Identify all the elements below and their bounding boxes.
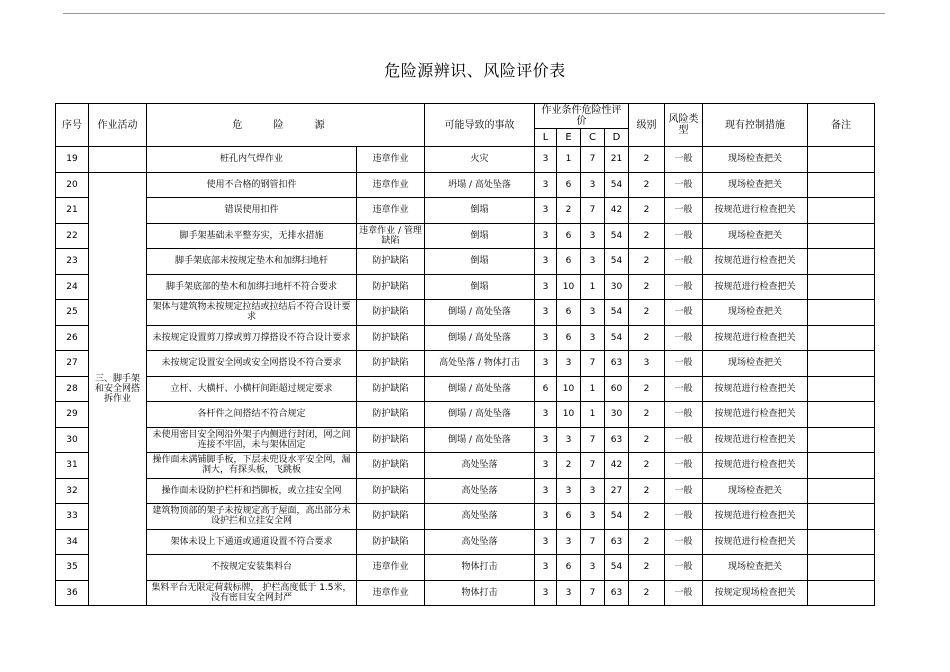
row-level: 2	[629, 529, 665, 555]
row-hazard: 架体未设上下通道或通道设置不符合要求	[147, 529, 357, 555]
row-category: 防护缺陷	[357, 453, 425, 479]
row-risk-type: 一般	[665, 249, 703, 275]
row-category: 违章作业	[357, 580, 425, 606]
row-hazard: 不按规定安装集料台	[147, 555, 357, 581]
row-control: 现场检查把关	[703, 300, 808, 326]
row-risk-type: 一般	[665, 427, 703, 453]
row-hazard: 脚手架底部的垫木和加绑扫地杆不符合要求	[147, 274, 357, 300]
row-L: 3	[535, 172, 557, 198]
row-D: 30	[605, 402, 629, 428]
table-row	[56, 325, 875, 351]
row-hazard: 集料平台无限定荷载标牌， 护栏高度低于 1.5米，没有密目安全网封严	[147, 580, 357, 606]
table-row	[56, 427, 875, 453]
table-row	[56, 147, 875, 173]
table-row	[56, 478, 875, 504]
row-number: 23	[56, 249, 89, 275]
row-D: 63	[605, 427, 629, 453]
row-number: 30	[56, 427, 89, 453]
row-level: 2	[629, 376, 665, 402]
row-D: 54	[605, 223, 629, 249]
row-number: 20	[56, 172, 89, 198]
row-D: 54	[605, 300, 629, 326]
row-number: 25	[56, 300, 89, 326]
table-row	[56, 249, 875, 275]
row-C: 3	[581, 223, 605, 249]
row-category: 防护缺陷	[357, 274, 425, 300]
row-category: 防护缺陷	[357, 249, 425, 275]
row-level: 3	[629, 351, 665, 377]
row-C: 3	[581, 478, 605, 504]
row-control: 按规范进行检查把关	[703, 249, 808, 275]
row-E: 6	[557, 555, 581, 581]
row-hazard: 架体与建筑物未按规定拉结或拉结后不符合设计要求	[147, 300, 357, 326]
top-rule	[63, 13, 885, 14]
row-accident: 倒塌	[425, 198, 535, 224]
row-level: 2	[629, 555, 665, 581]
row-E: 2	[557, 198, 581, 224]
row-D: 27	[605, 478, 629, 504]
table-row	[56, 504, 875, 530]
row-control: 按规范进行检查把关	[703, 504, 808, 530]
row-accident: 物体打击	[425, 580, 535, 606]
row-risk-type: 一般	[665, 504, 703, 530]
row-L: 3	[535, 504, 557, 530]
header-control: 现有控制措施	[703, 104, 808, 147]
row-risk-type: 一般	[665, 300, 703, 326]
row-C: 3	[581, 300, 605, 326]
header-risk-type: 风险类型	[665, 104, 703, 147]
row-level: 2	[629, 504, 665, 530]
row-level: 2	[629, 223, 665, 249]
row-number: 33	[56, 504, 89, 530]
row-D: 21	[605, 147, 629, 173]
row-hazard: 未按规定设置安全网或安全网搭设不符合要求	[147, 351, 357, 377]
table-body	[56, 147, 875, 606]
table-row	[56, 402, 875, 428]
row-accident: 物体打击	[425, 555, 535, 581]
row-category: 防护缺陷	[357, 351, 425, 377]
row-hazard: 使用不合格的钢管扣件	[147, 172, 357, 198]
row-remark	[808, 555, 875, 581]
row-level: 2	[629, 274, 665, 300]
row-number: 24	[56, 274, 89, 300]
row-E: 6	[557, 172, 581, 198]
row-C: 7	[581, 427, 605, 453]
row-hazard: 各杆件之间搭结不符合规定	[147, 402, 357, 428]
row-risk-type: 一般	[665, 376, 703, 402]
row-category: 防护缺陷	[357, 504, 425, 530]
header-remark: 备注	[808, 104, 875, 147]
row-remark	[808, 249, 875, 275]
row-accident: 倒塌	[425, 223, 535, 249]
row-control: 现场检查把关	[703, 147, 808, 173]
row-number: 28	[56, 376, 89, 402]
row-accident: 倒塌 / 高处坠落	[425, 325, 535, 351]
row-activity	[89, 147, 147, 173]
row-L: 3	[535, 223, 557, 249]
row-remark	[808, 351, 875, 377]
row-category: 违章作业	[357, 555, 425, 581]
row-E: 6	[557, 300, 581, 326]
row-category: 违章作业	[357, 198, 425, 224]
row-level: 2	[629, 402, 665, 428]
header-activity: 作业活动	[89, 104, 147, 147]
row-D: 60	[605, 376, 629, 402]
row-remark	[808, 172, 875, 198]
table-row	[56, 580, 875, 606]
row-level: 2	[629, 427, 665, 453]
row-number: 21	[56, 198, 89, 224]
row-category: 防护缺陷	[357, 427, 425, 453]
row-control: 现场检查把关	[703, 223, 808, 249]
row-level: 2	[629, 325, 665, 351]
row-L: 3	[535, 198, 557, 224]
row-hazard: 操作面未满铺脚手板，下层未兜设水平安全网，漏洞大，有探头板，飞跳板	[147, 453, 357, 479]
row-risk-type: 一般	[665, 402, 703, 428]
row-level: 2	[629, 172, 665, 198]
row-L: 3	[535, 351, 557, 377]
row-control: 按规范进行检查把关	[703, 376, 808, 402]
row-L: 3	[535, 453, 557, 479]
row-risk-type: 一般	[665, 351, 703, 377]
row-control: 现场检查把关	[703, 351, 808, 377]
row-hazard: 脚手架底部未按规定垫木和加绑扫地杆	[147, 249, 357, 275]
table-row	[56, 453, 875, 479]
row-C: 7	[581, 351, 605, 377]
row-L: 3	[535, 300, 557, 326]
group-activity: 三、脚手架和安全网搭拆作业	[89, 172, 147, 606]
row-D: 63	[605, 351, 629, 377]
table-row	[56, 555, 875, 581]
row-risk-type: 一般	[665, 580, 703, 606]
row-D: 42	[605, 453, 629, 479]
row-number: 26	[56, 325, 89, 351]
row-number: 36	[56, 580, 89, 606]
row-D: 63	[605, 529, 629, 555]
row-C: 7	[581, 453, 605, 479]
table-row	[56, 376, 875, 402]
row-L: 3	[535, 274, 557, 300]
row-remark	[808, 147, 875, 173]
row-number: 27	[56, 351, 89, 377]
row-C: 3	[581, 172, 605, 198]
row-risk-type: 一般	[665, 555, 703, 581]
table-row	[56, 198, 875, 224]
row-number: 34	[56, 529, 89, 555]
row-D: 63	[605, 580, 629, 606]
row-remark	[808, 402, 875, 428]
row-hazard: 建筑物顶部的架子未按规定高于屋面，高出部分未设护拦和立挂安全网	[147, 504, 357, 530]
row-category: 防护缺陷	[357, 300, 425, 326]
row-risk-type: 一般	[665, 172, 703, 198]
row-remark	[808, 376, 875, 402]
row-category: 违章作业	[357, 172, 425, 198]
row-risk-type: 一般	[665, 198, 703, 224]
row-E: 3	[557, 427, 581, 453]
row-D: 30	[605, 274, 629, 300]
row-C: 1	[581, 402, 605, 428]
row-remark	[808, 427, 875, 453]
row-control: 按规范进行检查把关	[703, 325, 808, 351]
row-risk-type: 一般	[665, 529, 703, 555]
table-header	[56, 104, 875, 147]
row-accident: 倒塌 / 高处坠落	[425, 402, 535, 428]
row-risk-type: 一般	[665, 147, 703, 173]
row-level: 2	[629, 453, 665, 479]
row-category: 防护缺陷	[357, 478, 425, 504]
row-hazard: 未按规定设置剪刀撑或剪刀撑搭设不符合设计要求	[147, 325, 357, 351]
row-hazard: 未使用密目安全网沿外架子内侧进行封闭，网之间连接不牢固，未与架体固定	[147, 427, 357, 453]
row-risk-type: 一般	[665, 325, 703, 351]
row-level: 2	[629, 300, 665, 326]
row-risk-type: 一般	[665, 453, 703, 479]
row-number: 29	[56, 402, 89, 428]
row-accident: 火灾	[425, 147, 535, 173]
row-risk-type: 一般	[665, 478, 703, 504]
row-level: 2	[629, 478, 665, 504]
header-seq: 序号	[56, 104, 89, 147]
row-hazard: 错误使用扣件	[147, 198, 357, 224]
row-control: 按规定现场检查把关	[703, 580, 808, 606]
row-category: 违章作业 / 管理缺陷	[357, 223, 425, 249]
row-control: 按规范进行检查把关	[703, 198, 808, 224]
row-L: 3	[535, 427, 557, 453]
row-control: 按规范进行检查把关	[703, 427, 808, 453]
row-L: 3	[535, 249, 557, 275]
row-remark	[808, 223, 875, 249]
row-level: 2	[629, 198, 665, 224]
row-E: 3	[557, 529, 581, 555]
row-hazard: 脚手架基础未平整夯实，无排水措施	[147, 223, 357, 249]
row-D: 54	[605, 172, 629, 198]
row-L: 3	[535, 555, 557, 581]
page-title: 危险源辨识、风险评价表	[384, 61, 566, 80]
table-row	[56, 172, 875, 198]
row-C: 7	[581, 198, 605, 224]
row-risk-type: 一般	[665, 223, 703, 249]
row-D: 54	[605, 325, 629, 351]
row-control: 按规范进行检查把关	[703, 274, 808, 300]
row-L: 6	[535, 376, 557, 402]
row-E: 10	[557, 274, 581, 300]
row-remark	[808, 300, 875, 326]
row-control: 按规范进行检查把关	[703, 453, 808, 479]
row-accident: 高处坠落	[425, 504, 535, 530]
row-E: 10	[557, 376, 581, 402]
row-remark	[808, 325, 875, 351]
row-E: 6	[557, 223, 581, 249]
row-C: 7	[581, 580, 605, 606]
header-hazard-source-text: 危 险 源	[232, 119, 339, 131]
row-E: 6	[557, 325, 581, 351]
header-L: L	[535, 129, 557, 147]
row-remark	[808, 453, 875, 479]
row-accident: 高处坠落 / 物体打击	[425, 351, 535, 377]
row-accident: 高处坠落	[425, 478, 535, 504]
row-E: 3	[557, 351, 581, 377]
header-C: C	[581, 129, 605, 147]
table-row	[56, 274, 875, 300]
row-remark	[808, 274, 875, 300]
row-D: 42	[605, 198, 629, 224]
row-remark	[808, 580, 875, 606]
row-E: 10	[557, 402, 581, 428]
row-accident: 倒塌 / 高处坠落	[425, 376, 535, 402]
row-E: 6	[557, 504, 581, 530]
row-category: 防护缺陷	[357, 402, 425, 428]
table-row	[56, 529, 875, 555]
row-C: 7	[581, 529, 605, 555]
row-E: 1	[557, 147, 581, 173]
row-category: 防护缺陷	[357, 529, 425, 555]
row-L: 3	[535, 147, 557, 173]
row-D: 54	[605, 504, 629, 530]
row-L: 3	[535, 478, 557, 504]
row-category: 违章作业	[357, 147, 425, 173]
row-L: 3	[535, 402, 557, 428]
row-L: 3	[535, 529, 557, 555]
row-control: 现场检查把关	[703, 478, 808, 504]
row-control: 现场检查把关	[703, 172, 808, 198]
row-C: 1	[581, 376, 605, 402]
table-row	[56, 351, 875, 377]
row-control: 现场检查把关	[703, 555, 808, 581]
row-E: 2	[557, 453, 581, 479]
row-L: 3	[535, 580, 557, 606]
header-condition-eval: 作业条件危险性评价	[535, 104, 629, 129]
row-hazard: 桩孔内气焊作业	[147, 147, 357, 173]
row-E: 3	[557, 478, 581, 504]
header-level: 级别	[629, 104, 665, 147]
table-row	[56, 223, 875, 249]
row-remark	[808, 198, 875, 224]
row-category: 防护缺陷	[357, 325, 425, 351]
row-remark	[808, 478, 875, 504]
row-accident: 倒塌 / 高处坠落	[425, 300, 535, 326]
row-category: 防护缺陷	[357, 376, 425, 402]
row-remark	[808, 529, 875, 555]
row-risk-type: 一般	[665, 274, 703, 300]
row-C: 3	[581, 249, 605, 275]
row-D: 54	[605, 555, 629, 581]
row-accident: 倒塌 / 高处坠落	[425, 427, 535, 453]
row-C: 7	[581, 147, 605, 173]
header-D: D	[605, 129, 629, 147]
row-L: 3	[535, 325, 557, 351]
row-remark	[808, 504, 875, 530]
row-C: 3	[581, 325, 605, 351]
row-accident: 倒塌	[425, 274, 535, 300]
table-row	[56, 300, 875, 326]
row-accident: 倒塌	[425, 249, 535, 275]
row-D: 54	[605, 249, 629, 275]
row-hazard: 立杆、大横杆、小横杆间距超过规定要求	[147, 376, 357, 402]
row-level: 2	[629, 249, 665, 275]
row-E: 6	[557, 249, 581, 275]
row-C: 1	[581, 274, 605, 300]
row-accident: 高处坠落	[425, 529, 535, 555]
row-number: 35	[56, 555, 89, 581]
row-control: 按规范进行检查把关	[703, 402, 808, 428]
row-C: 3	[581, 555, 605, 581]
header-accident: 可能导致的事故	[425, 104, 535, 147]
row-accident: 高处坠落	[425, 453, 535, 479]
row-E: 3	[557, 580, 581, 606]
row-number: 31	[56, 453, 89, 479]
row-number: 22	[56, 223, 89, 249]
row-C: 3	[581, 504, 605, 530]
row-number: 32	[56, 478, 89, 504]
row-control: 按规范进行检查把关	[703, 529, 808, 555]
row-number: 19	[56, 147, 89, 173]
header-E: E	[557, 129, 581, 147]
row-hazard: 操作面未设防护栏杆和挡脚板，或立挂安全网	[147, 478, 357, 504]
risk-assessment-table	[55, 103, 875, 606]
row-level: 2	[629, 580, 665, 606]
header-hazard-source	[147, 104, 425, 147]
row-level: 2	[629, 147, 665, 173]
row-accident: 坍塌 / 高处坠落	[425, 172, 535, 198]
